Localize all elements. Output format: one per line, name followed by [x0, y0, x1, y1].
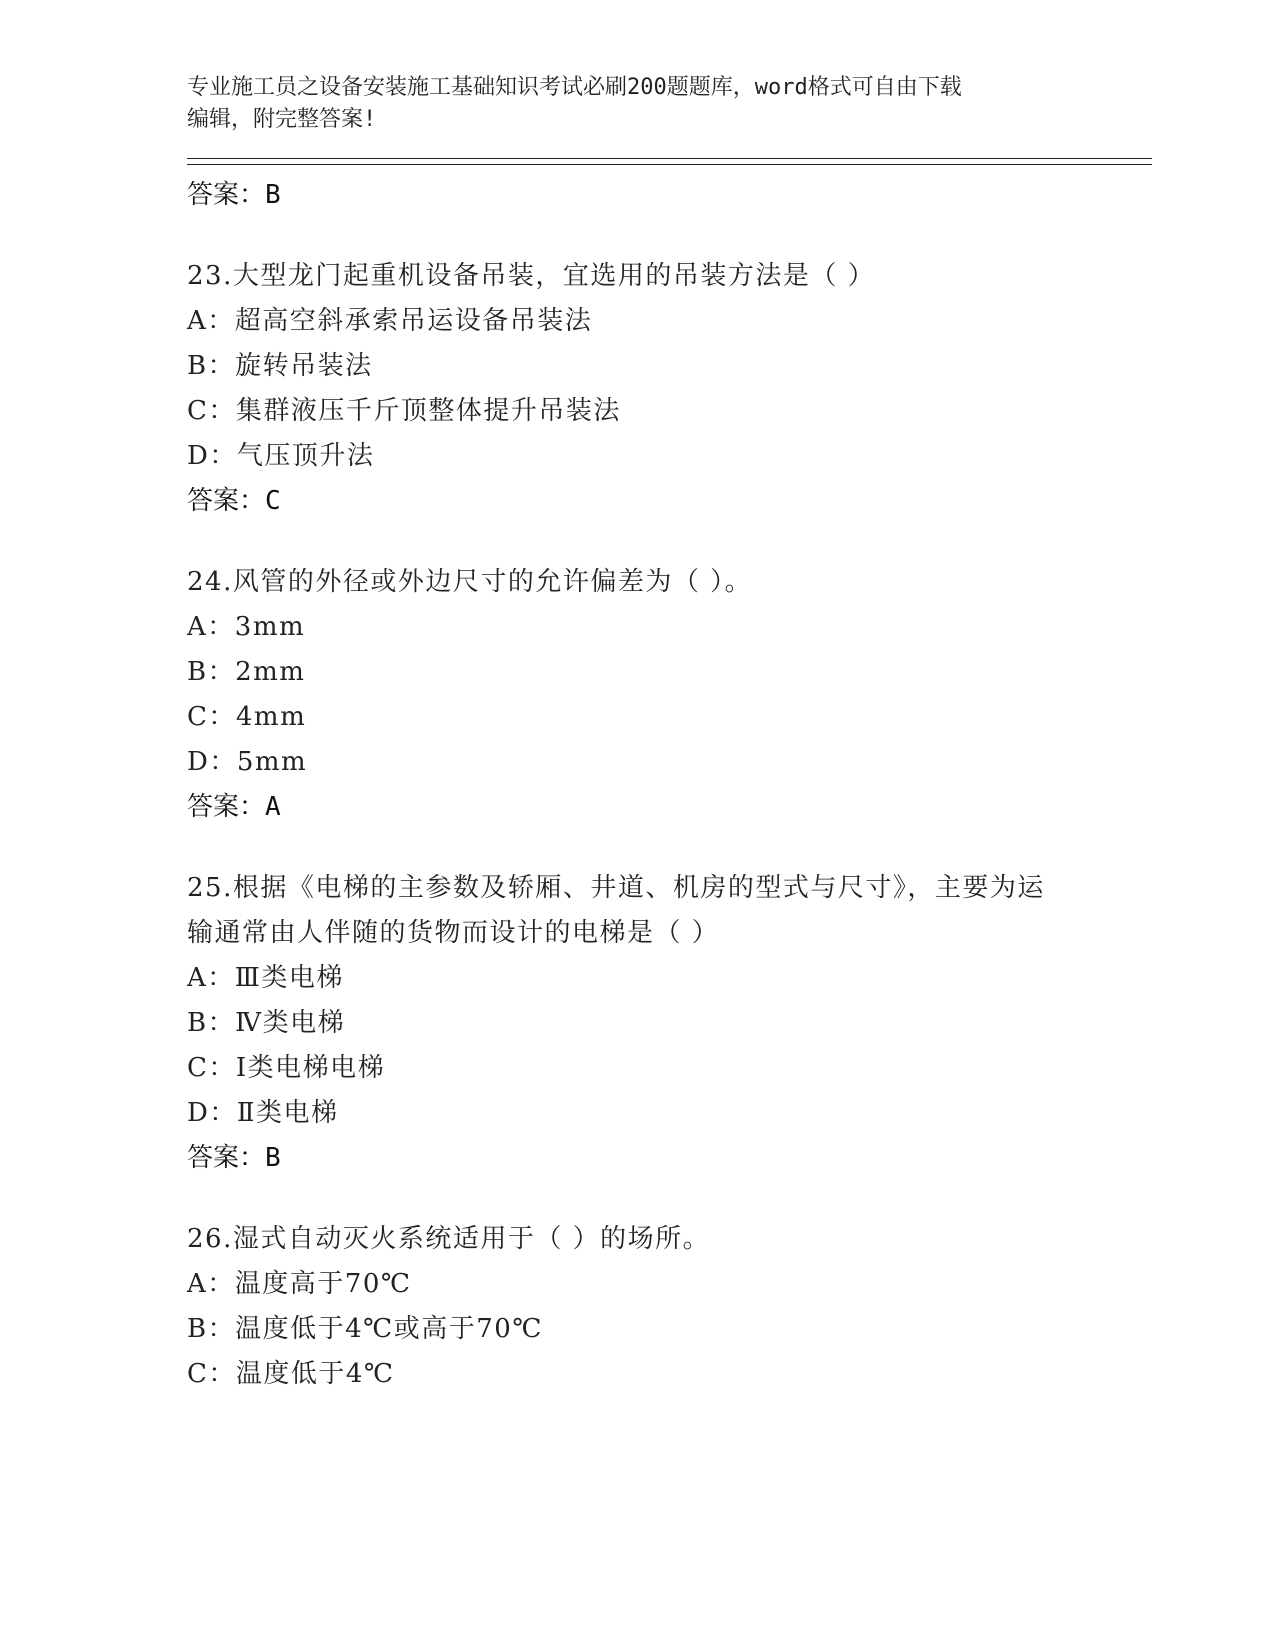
question-block-23 — [187, 254, 1147, 524]
header-line-2: 编辑，附完整答案! — [187, 107, 377, 132]
option-b: B：旋转吊装法 — [187, 351, 373, 381]
option-c: C：4mm — [187, 702, 307, 732]
header-line-1: 专业施工员之设备安装施工基础知识考试必刷200题题库，word格式可自由下载 — [187, 75, 962, 100]
document-header — [187, 72, 1067, 136]
option-d: D：Ⅱ类电梯 — [187, 1098, 339, 1128]
question-block-26 — [187, 1217, 1147, 1397]
option-c: C：温度低于4℃ — [187, 1359, 395, 1389]
question-block-25 — [187, 866, 1147, 1181]
option-b: B：2mm — [187, 657, 306, 687]
answer-line: 答案：C — [187, 486, 281, 516]
question-block-24 — [187, 560, 1147, 830]
option-a: A：Ⅲ类电梯 — [187, 963, 344, 993]
answer-line: 答案：B — [187, 180, 281, 210]
question-text: 23.大型龙门起重机设备吊装，宜选用的吊装方法是（ ） — [187, 261, 876, 291]
option-d: D：5mm — [187, 747, 308, 777]
option-a: A：3mm — [187, 612, 306, 642]
option-b: B：温度低于4℃或高于70℃ — [187, 1314, 543, 1344]
option-b: B：Ⅳ类电梯 — [187, 1008, 346, 1038]
answer-line: 答案：B — [187, 1143, 281, 1173]
question-text: 25.根据《电梯的主参数及轿厢、井道、机房的型式与尺寸》，主要为运输通常由人伴随的货物而设计的电梯是（ ） — [187, 873, 1045, 948]
header-divider — [187, 158, 1152, 165]
option-c: C：Ⅰ类电梯电梯 — [187, 1053, 386, 1083]
option-c: C：集群液压千斤顶整体提升吊装法 — [187, 396, 621, 426]
answer-line: 答案：A — [187, 792, 281, 822]
document-page — [187, 72, 1147, 1397]
option-a: A：超高空斜承索吊运设备吊装法 — [187, 306, 593, 336]
question-text: 26.湿式自动灭火系统适用于（ ）的场所。 — [187, 1224, 711, 1254]
option-d: D：气压顶升法 — [187, 441, 375, 471]
option-a: A：温度高于70℃ — [187, 1269, 412, 1299]
question-text: 24.风管的外径或外边尺寸的允许偏差为（ ）。 — [187, 567, 753, 597]
